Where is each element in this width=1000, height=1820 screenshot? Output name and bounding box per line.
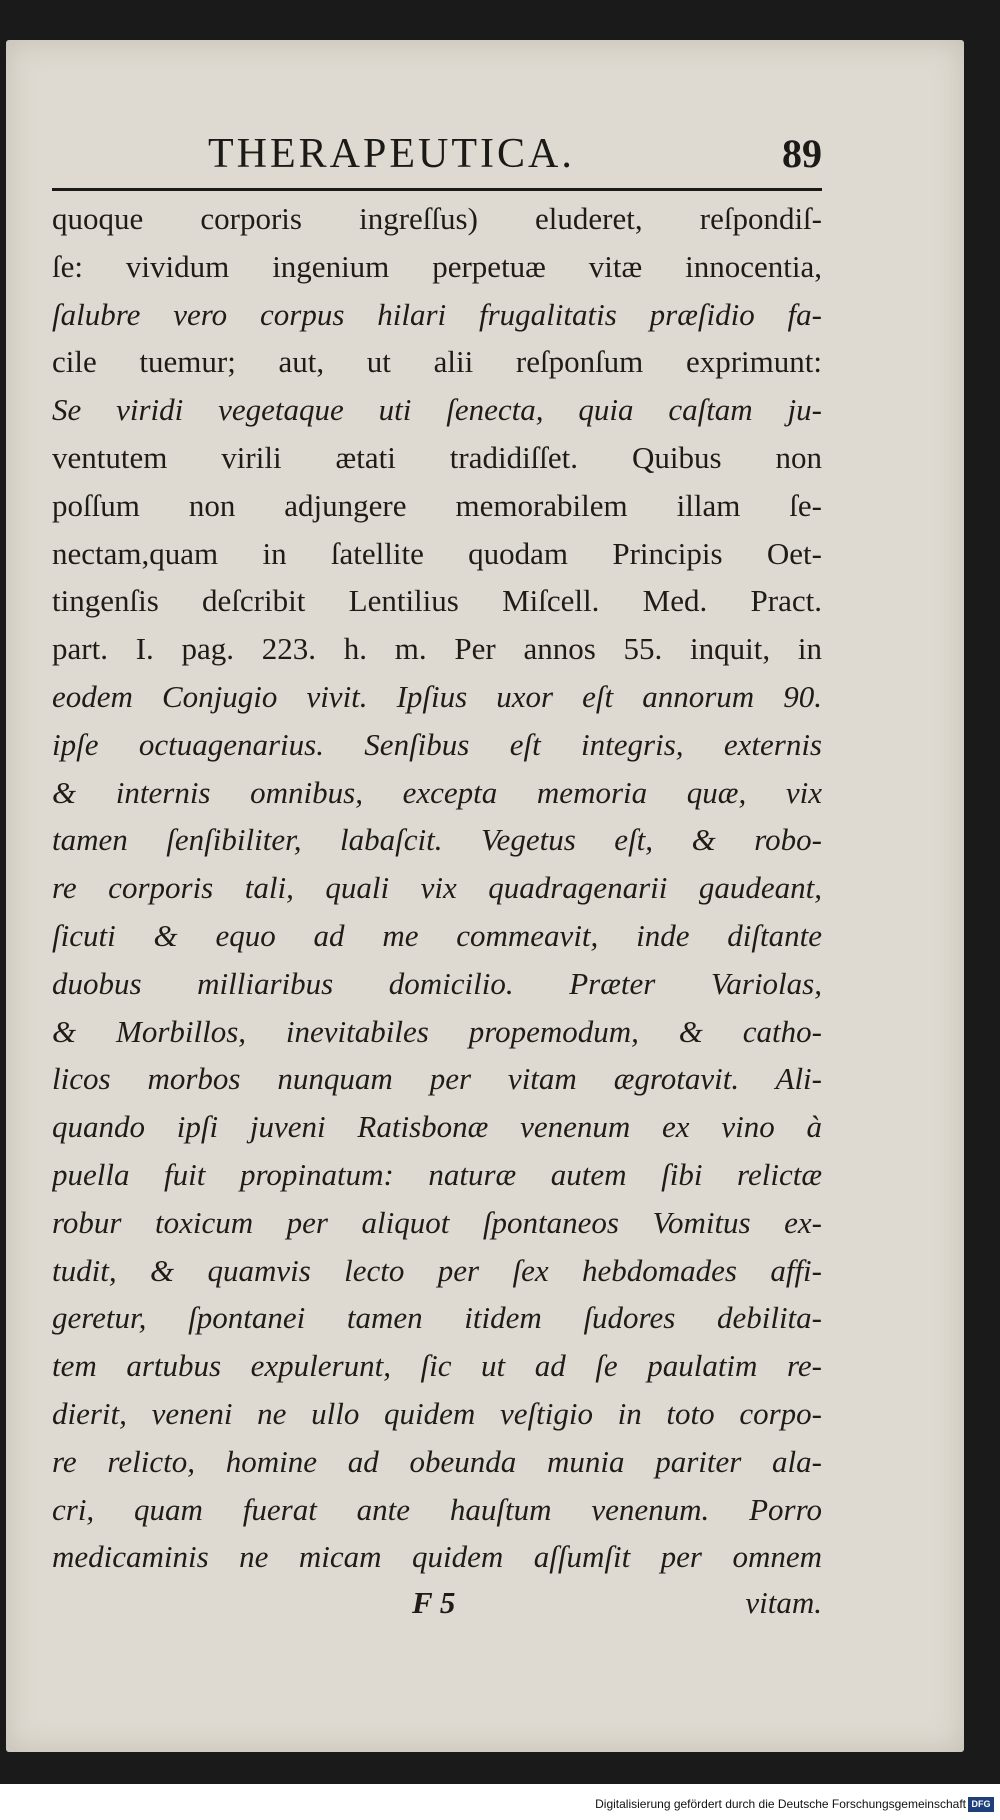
book-page	[6, 40, 964, 1752]
text-line: tamen ſenſibiliter, labaſcit. Vegetus eſt, & robo-	[52, 822, 822, 858]
text-line: dierit, veneni ne ullo quidem veſtigio in toto corpo-	[52, 1395, 822, 1431]
text-line: tingenſis deſcribit Lentilius Miſcell. Med. Pract.	[52, 583, 822, 619]
text-line: cile tuemur; aut, ut alii reſponſum exprimunt:	[52, 344, 822, 380]
page-content	[52, 130, 822, 1633]
text-line: & Morbillos, inevitabiles propemodum, & catho-	[52, 1013, 822, 1049]
text-line: quando ipſi juveni Ratisbonæ venenum ex vino à	[52, 1109, 822, 1145]
text-line: ventutem virili ætati tradidiſſet. Quibus non	[52, 439, 822, 475]
text-line: robur toxicum per aliquot ſpontaneos Vomitus ex-	[52, 1204, 822, 1240]
text-line: part. I. pag. 223. h. m. Per annos 55. inquit, in	[52, 631, 822, 667]
text-line: ſalubre vero corpus hilari frugalitatis præſidio fa-	[52, 296, 822, 332]
running-head	[52, 130, 822, 188]
text-line: cri, quam fuerat ante hauſtum venenum. Porro	[52, 1491, 822, 1527]
signature-mark: F 5	[412, 1585, 456, 1621]
text-line: nectam,quam in ſatellite quodam Principis Oet-	[52, 535, 822, 571]
page-number: 89	[782, 131, 822, 176]
text-line: & internis omnibus, excepta memoria quæ, vix	[52, 774, 822, 810]
header-rule	[52, 188, 822, 191]
text-line: ipſe octuagenarius. Senſibus eſt integris, externis	[52, 726, 822, 762]
body-text	[52, 195, 822, 1581]
text-line: eodem Conjugio vivit. Ipſius uxor eſt annorum 90.	[52, 678, 822, 714]
text-line: ſe: vividum ingenium perpetuæ vitæ innocentia,	[52, 248, 822, 284]
text-line: re corporis tali, quali vix quadragenarii gaudeant,	[52, 870, 822, 906]
text-line: tem artubus expulerunt, ſic ut ad ſe paulatim re-	[52, 1348, 822, 1384]
text-line: poſſum non adjungere memorabilem illam ſe-	[52, 487, 822, 523]
catchword: vitam.	[745, 1585, 822, 1621]
text-line: duobus milliaribus domicilio. Præter Variolas,	[52, 965, 822, 1001]
page-footer-row	[52, 1581, 822, 1633]
text-line: tudit, & quamvis lecto per ſex hebdomades affi-	[52, 1252, 822, 1288]
dfg-logo-icon: DFG	[968, 1797, 994, 1812]
digitization-footer	[0, 1784, 1000, 1820]
running-title: THERAPEUTICA.	[208, 131, 575, 177]
text-line: re relicto, homine ad obeunda munia pariter ala-	[52, 1443, 822, 1479]
text-line: Se viridi vegetaque uti ſenecta, quia caſtam ju-	[52, 392, 822, 428]
text-line: geretur, ſpontanei tamen itidem ſudores debilita-	[52, 1300, 822, 1336]
text-line: ſicuti & equo ad me commeavit, inde diſtante	[52, 917, 822, 953]
text-line: quoque corporis ingreſſus) eluderet, reſpondiſ-	[52, 201, 822, 236]
text-line: medicaminis ne micam quidem aſſumſit per omnem	[52, 1539, 822, 1575]
funding-note: Digitalisierung gefördert durch die Deutsche Forschungsgemeinschaft	[595, 1797, 966, 1811]
text-line: licos morbos nunquam per vitam ægrotavit. Ali-	[52, 1061, 822, 1097]
text-line: puella fuit propinatum: naturæ autem ſibi relictæ	[52, 1156, 822, 1192]
